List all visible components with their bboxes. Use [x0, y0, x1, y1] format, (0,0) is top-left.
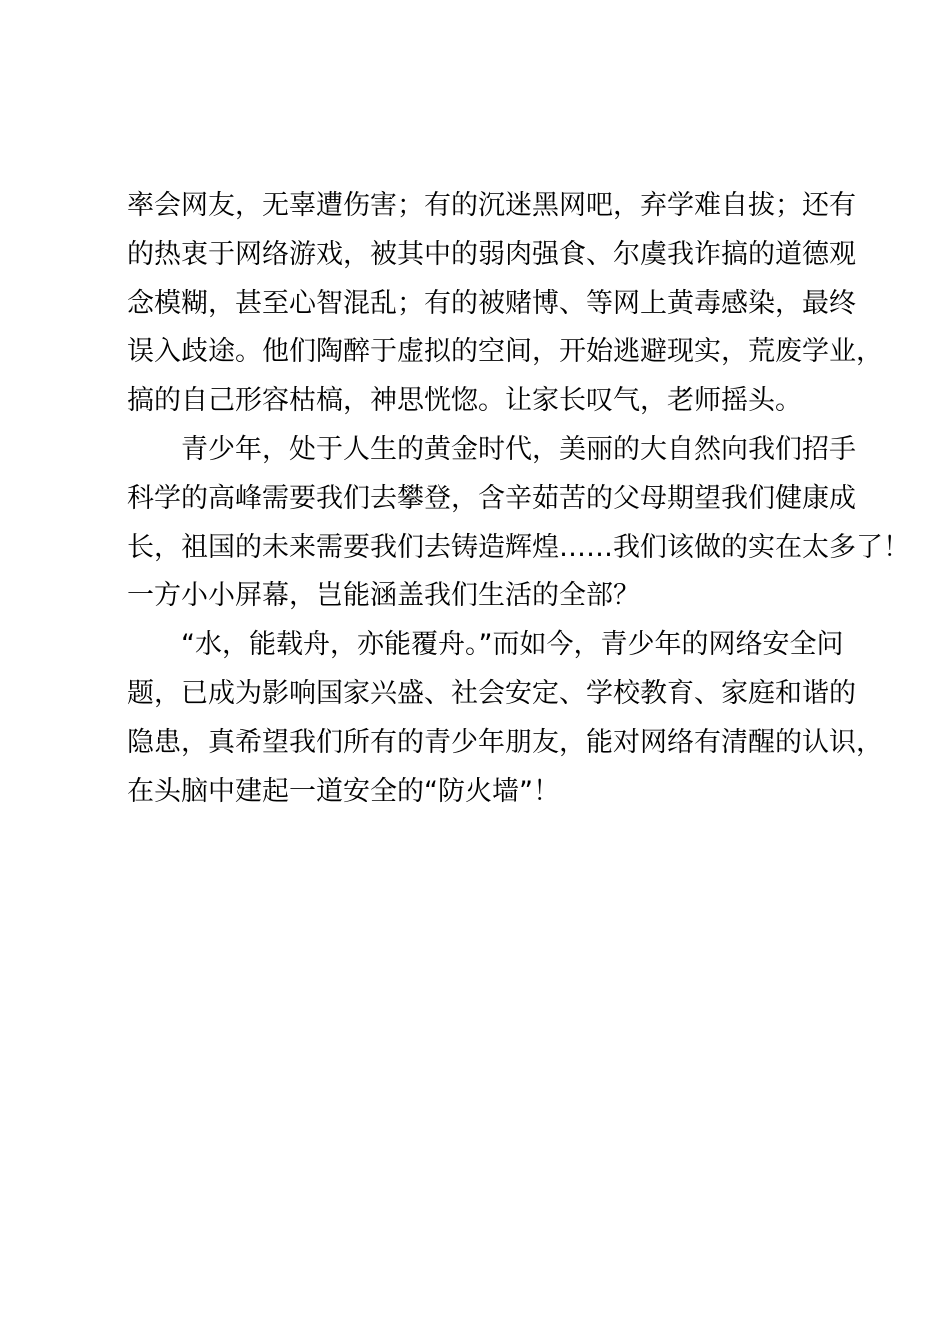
text-line: 青少年，处于人生的黄金时代，美丽的大自然向我们招手 — [181, 433, 856, 465]
text-line: 一方小小屏幕，岂能涵盖我们生活的全部？ — [127, 580, 640, 612]
text-line: 率会网友，无辜遭伤害；有的沉迷黑网吧，弃学难自拔；还有 — [127, 190, 856, 221]
text-line: 搞的自己形容枯槁，神思恍惚。让家长叹气，老师摇头。 — [127, 385, 802, 417]
paragraph-1 — [127, 182, 883, 426]
document-body — [127, 182, 910, 816]
text-line: 隐患，真希望我们所有的青少年朋友，能对网络有清醒的认识， — [127, 726, 883, 758]
text-line: 的热衷于网络游戏，被其中的弱肉强食、尔虞我诈搞的道德观 — [127, 238, 856, 270]
text-line: 科学的高峰需要我们去攀登，含辛茹苦的父母期望我们健康成 — [127, 482, 856, 514]
text-line: 在头脑中建起一道安全的“防火墙”！ — [127, 775, 560, 807]
text-line: 长，祖国的未来需要我们去铸造辉煌……我们该做的实在太多了！ — [127, 531, 910, 563]
paragraph-2 — [127, 426, 910, 621]
text-line: 题，已成为影响国家兴盛、社会安定、学校教育、家庭和谐的 — [127, 677, 856, 709]
text-line: 念模糊，甚至心智混乱；有的被赌博、等网上黄毒感染，最终 — [127, 287, 856, 319]
text-line: 误入歧途。他们陶醉于虚拟的空间，开始逃避现实，荒废学业， — [127, 336, 883, 368]
text-line: “水，能载舟，亦能覆舟。”而如今，青少年的网络安全问 — [181, 629, 844, 661]
paragraph-3 — [127, 621, 883, 816]
